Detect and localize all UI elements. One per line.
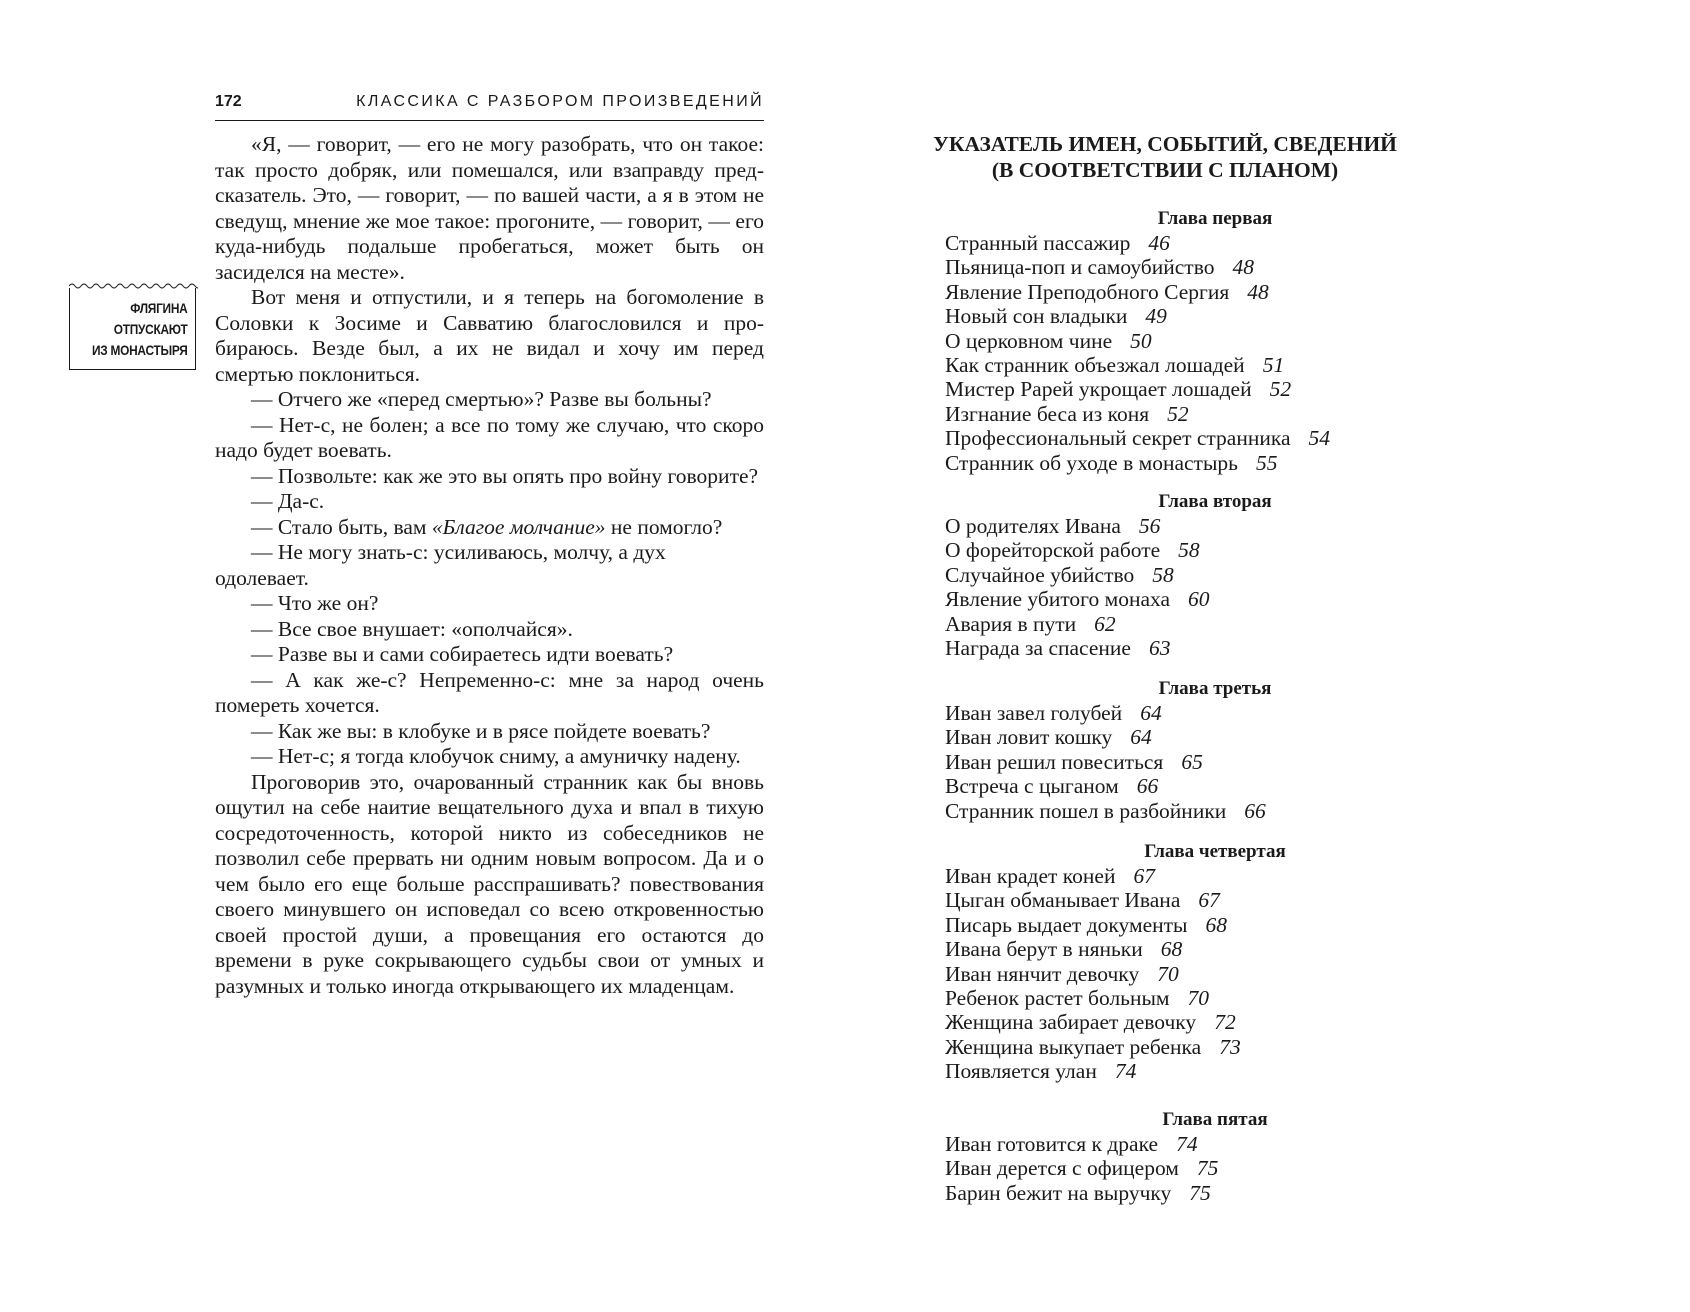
index-entry — [945, 612, 1445, 636]
chapter-section — [945, 490, 1445, 660]
entry-page: 60 — [1188, 587, 1210, 612]
chapter-heading: Глава первая — [1157, 208, 1273, 229]
entry-page: 49 — [1145, 304, 1167, 329]
entry-text: Ребенок растет больным — [945, 986, 1170, 1011]
index-entry — [945, 913, 1445, 937]
index-entry — [945, 1059, 1445, 1083]
index-entry — [945, 451, 1445, 475]
index-entry — [945, 1035, 1445, 1059]
dialogue-line: — Да-с. — [251, 489, 325, 513]
index-entry — [945, 799, 1445, 823]
entry-text: Женщина забирает девочку — [945, 1010, 1197, 1035]
dialogue-line: — Все свое внушает: «ополчайся». — [251, 616, 573, 641]
index-entry — [945, 701, 1445, 725]
index-entry — [945, 563, 1445, 587]
entry-page: 74 — [1176, 1132, 1198, 1156]
margin-note — [69, 288, 196, 370]
entry-page: 72 — [1214, 1010, 1236, 1035]
entry-page: 65 — [1181, 749, 1203, 774]
entry-text: Иван ловит кошку — [945, 725, 1113, 750]
index-entry — [945, 402, 1445, 426]
chapter-section — [945, 207, 1445, 475]
entry-list — [945, 1132, 1445, 1205]
entry-text: Случайное убийство — [945, 562, 1135, 587]
entry-list — [945, 701, 1445, 823]
entry-text: Явление убитого монаха — [945, 587, 1171, 612]
chapter-heading: Глава третья — [1158, 678, 1272, 699]
index-entry — [945, 587, 1445, 611]
entry-page: 66 — [1244, 798, 1266, 823]
entry-list — [945, 514, 1445, 660]
index-entry — [945, 864, 1445, 888]
entry-text: Авария в пути — [945, 611, 1077, 636]
entry-text: Странный пассажир — [945, 231, 1131, 255]
index-entry — [945, 329, 1445, 353]
index-entry — [945, 986, 1445, 1010]
dialogue-line: — Отчего же «перед смертью»? Разве вы больны? — [251, 387, 712, 411]
entry-text: Как странник объезжал лошадей — [945, 353, 1245, 378]
entry-text: Встреча с цыганом — [945, 774, 1119, 799]
dialogue-text: — Стало быть, вам — [251, 514, 432, 539]
dialogue-line: — Позвольте: как же это вы опять про войну говорите? — [251, 463, 759, 488]
entry-text: Иван завел голубей — [945, 701, 1123, 725]
entry-text: Пьяница-поп и самоубийство — [945, 255, 1215, 280]
entry-page: 62 — [1094, 611, 1116, 636]
entry-page: 63 — [1148, 636, 1171, 661]
index-entry — [945, 514, 1445, 538]
index-entry — [945, 304, 1445, 328]
entry-page: 56 — [1138, 514, 1161, 538]
entry-text: Иван решил повеситься — [945, 749, 1164, 774]
entry-page: 66 — [1136, 774, 1159, 799]
index-entry — [945, 538, 1445, 562]
index-entry — [945, 280, 1445, 304]
index-entry — [945, 962, 1445, 986]
chapter-heading: Глава пятая — [1162, 1109, 1268, 1130]
index-entry — [945, 353, 1445, 377]
margin-note-line: ФЛЯГИНА — [129, 301, 187, 316]
index-title-line: УКАЗАТЕЛЬ ИМЕН, СОБЫТИЙ, СВЕДЕНИЙ — [933, 132, 1397, 156]
dialogue-line: — Разве вы и сами собираетесь идти воевать? — [251, 642, 674, 666]
entry-text: Мистер Рарей укрощает лошадей — [945, 377, 1252, 402]
dialogue-line: — Как же вы: в клобуке и в рясе пойдете воевать? — [251, 718, 711, 743]
entry-page: 50 — [1130, 328, 1152, 353]
entry-text: О родителях Ивана — [945, 514, 1121, 538]
margin-note-line: ОТПУСКАЮТ — [113, 322, 187, 337]
index-entry — [945, 1181, 1445, 1205]
page-number: 172 — [215, 93, 242, 110]
index-entry — [945, 636, 1445, 660]
dialogue-text: не помогло? — [605, 514, 723, 539]
entry-page: 52 — [1167, 401, 1189, 426]
entry-text: Иван крадет коней — [945, 864, 1116, 888]
right-page — [845, 0, 1690, 1312]
entry-page: 48 — [1232, 255, 1254, 280]
chapter-section — [945, 1108, 1445, 1205]
entry-text: Иван дерется с офицером — [945, 1156, 1179, 1181]
dialogue-line: — Что же он? — [251, 591, 379, 615]
entry-text: Явление Преподобного Сергия — [945, 279, 1230, 304]
italic-title: «Благое молчание» — [431, 514, 606, 539]
entry-page: 67 — [1133, 864, 1155, 888]
index-entry — [945, 1132, 1445, 1156]
entry-page: 75 — [1189, 1180, 1211, 1205]
paragraph: Вот меня и отпустили, и я теперь на богомоление в Соловки к Зосиме и Савватию благословился и пробираюсь. Везде был, а их не видал и хочу им перед смертью поклониться. — [215, 285, 764, 386]
dialogue-line: — А как же-с? Непременно-с: мне за народ очень помереть хочется. — [215, 667, 764, 717]
entry-text: Писарь выдает документы — [945, 912, 1188, 937]
entry-text: Ивана берут в няньки — [945, 937, 1143, 962]
dialogue-line: — Нет-с, не болен; а все по тому же случаю, что скоро надо будет воевать. — [215, 412, 764, 462]
index-entry — [945, 377, 1445, 401]
index-title-line: (В СООТВЕТСТВИИ С ПЛАНОМ) — [991, 158, 1339, 182]
margin-note-text — [92, 298, 187, 361]
entry-list — [945, 231, 1445, 475]
running-head — [215, 90, 764, 121]
index-entry — [945, 231, 1445, 255]
entry-text: Профессиональный секрет странника — [945, 426, 1291, 451]
entry-text: Новый сон владыки — [945, 304, 1128, 329]
chapter-section — [945, 677, 1445, 823]
entry-page: 46 — [1148, 231, 1170, 255]
entry-text: Цыган обманывает Ивана — [945, 888, 1181, 913]
paragraph: «Я, — говорит, — его не могу разобрать, что он такое: так просто добряк, или помешался, или взаправду предсказатель. Это, — говорит, — по вашей части, а я в этом не сведущ, мнение же мое такое: прогоните, — говорит, — его куда-нибудь подальше пробегаться, может быть он засиделся на месте». — [215, 132, 764, 284]
entry-page: 58 — [1152, 562, 1174, 587]
index-entry — [945, 937, 1445, 961]
entry-page: 58 — [1178, 538, 1200, 563]
index-entry — [945, 725, 1445, 749]
index-entry — [945, 1010, 1445, 1034]
entry-page: 52 — [1269, 377, 1292, 402]
body-text — [215, 132, 764, 999]
dialogue-line: — Нет-с; я тогда клобучок сниму, а амуничку надену. — [251, 744, 741, 768]
entry-page: 70 — [1187, 986, 1210, 1011]
chapter-heading: Глава четвертая — [1144, 841, 1286, 862]
paragraph: Проговорив это, очарованный странник как бы вновь ощутил на себе наитие вещательного духа и впал в тихую сосредоточенность, которой никто из собеседников не позволил себе прервать ни одним новым вопросом. Да и о чем было его еще больше расспрашивать? повествования своего минувшего он исповедал со всею откровенностью своей простой души, а провещания его остаются до времени в руке сокрывающего судьбы свои от умных и разумных и только иногда открывающего их младенцам. — [215, 769, 764, 998]
entry-text: Женщина выкупает ребенка — [945, 1034, 1202, 1059]
entry-page: 48 — [1247, 279, 1269, 304]
entry-text: О форейторской работе — [945, 538, 1161, 563]
index-entry — [945, 1156, 1445, 1180]
entry-text: Странник пошел в разбойники — [945, 798, 1227, 823]
dialogue-line: — Не могу знать-с: усиливаюсь, молчу, а дух одолевает. — [215, 540, 666, 590]
entry-text: Награда за спасение — [945, 636, 1131, 661]
entry-text: Появляется улан — [945, 1059, 1097, 1084]
entry-text: Странник об уходе в монастырь — [945, 450, 1238, 475]
index-entry — [945, 774, 1445, 798]
index-entry — [945, 750, 1445, 774]
index-entry — [945, 426, 1445, 450]
entry-text: Изгнание беса из коня — [945, 401, 1150, 426]
entry-page: 73 — [1219, 1034, 1241, 1059]
margin-note-line: ИЗ МОНАСТЫРЯ — [91, 343, 187, 358]
entry-page: 74 — [1114, 1059, 1137, 1084]
entry-page: 55 — [1255, 450, 1278, 475]
entry-page: 68 — [1160, 937, 1183, 962]
index-entry — [945, 888, 1445, 912]
entry-text: Иван нянчит девочку — [945, 961, 1140, 986]
dialogue-line — [215, 515, 764, 541]
entry-page: 68 — [1205, 912, 1227, 937]
entry-page: 70 — [1157, 961, 1179, 986]
index-title — [915, 131, 1415, 183]
chapter-heading: Глава вторая — [1158, 491, 1272, 512]
entry-text: Иван готовится к драке — [945, 1132, 1159, 1156]
chapter-section — [945, 840, 1445, 1084]
entry-text: О церковном чине — [945, 328, 1113, 353]
running-head-title: КЛАССИКА С РАЗБОРОМ ПРОИЗВЕДЕНИЙ — [356, 93, 764, 110]
entry-list — [945, 864, 1445, 1084]
entry-page: 54 — [1308, 426, 1331, 451]
index-entry — [945, 255, 1445, 279]
entry-page: 64 — [1140, 701, 1162, 725]
entry-page: 67 — [1198, 888, 1220, 913]
entry-page: 51 — [1262, 353, 1285, 378]
entry-page: 75 — [1196, 1156, 1219, 1181]
entry-text: Барин бежит на выручку — [945, 1180, 1172, 1205]
entry-page: 64 — [1130, 725, 1152, 750]
wavy-border-decoration — [69, 282, 198, 290]
